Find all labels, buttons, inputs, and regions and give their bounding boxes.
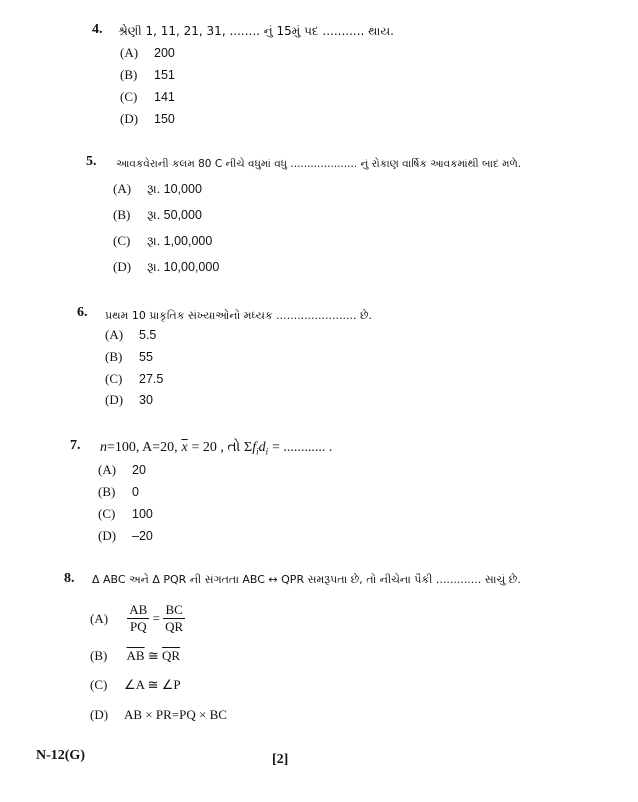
option-c: (C) રૂા. 1,00,000 — [113, 233, 213, 248]
question-text: પ્રથમ 10 પ્રાકૃતિક સંખ્યાઓનો મધ્યક ....................... છે. — [105, 309, 373, 322]
question-number: 4. — [92, 22, 103, 37]
question-text: n=100, A=20, $\overline{x} = 20$ , તો $\Sigma f_id_i$ = ............ . — [100, 440, 333, 457]
option-c: (C) 141 — [120, 89, 175, 104]
option-b: (B) 151 — [120, 67, 175, 82]
option-a: (A) 5.5 — [105, 327, 157, 342]
option-a: (A) રૂા. 10,000 — [113, 181, 202, 196]
option-b: (B) 55 — [105, 349, 153, 364]
page-number: [2] — [272, 752, 289, 767]
fraction: $\frac{AB}{PQ}$ — [129, 602, 148, 634]
question-number: 8. — [64, 571, 75, 586]
option-d: (D) AB × PR=PQ × BC — [90, 707, 227, 722]
option-c: (C) ∠A ≅ ∠P — [90, 677, 181, 692]
fraction: $\frac{BC}{QR}$ — [165, 602, 184, 634]
option-b: (B) $\overline{AB}$ ≅ $\overline{QR}$ — [90, 648, 181, 663]
option-d: (D) રૂા. 10,00,000 — [113, 259, 220, 274]
option-a: (A) 20 — [98, 462, 146, 477]
question-number: 7. — [70, 438, 81, 453]
question-number: 6. — [77, 305, 88, 320]
question-text: Δ ABC અને Δ PQR ની સંગતતા ABC ↔ QPR સમરૂપતા છે, તો નીચેના પૈકી ............. સાચું છે. — [92, 573, 521, 586]
option-c: (C) 27.5 — [105, 371, 164, 386]
option-d: (D) –20 — [98, 528, 153, 543]
option-b: (B) 0 — [98, 484, 139, 499]
option-a: (A) 200 — [120, 45, 175, 60]
paper-code: N-12(G) — [36, 748, 85, 763]
option-a: (A) $\frac{AB}{PQ}$ = $\frac{BC}{QR}$ — [90, 602, 184, 634]
option-c: (C) 100 — [98, 506, 153, 521]
question-number: 5. — [86, 154, 97, 169]
question-text: શ્રેણી 1, 11, 21, 31, ........ નું 15મું પદ ........... થાય. — [118, 24, 394, 38]
question-text: આવકવેરાની કલમ 80 C નીચે વધુમાં વધુ .................... નું રોકાણ વાર્ષિક આવકમાંથી બાદ મળે. — [116, 158, 522, 170]
option-d: (D) 30 — [105, 392, 153, 407]
option-d: (D) 150 — [120, 111, 175, 126]
option-b: (B) રૂા. 50,000 — [113, 207, 202, 222]
